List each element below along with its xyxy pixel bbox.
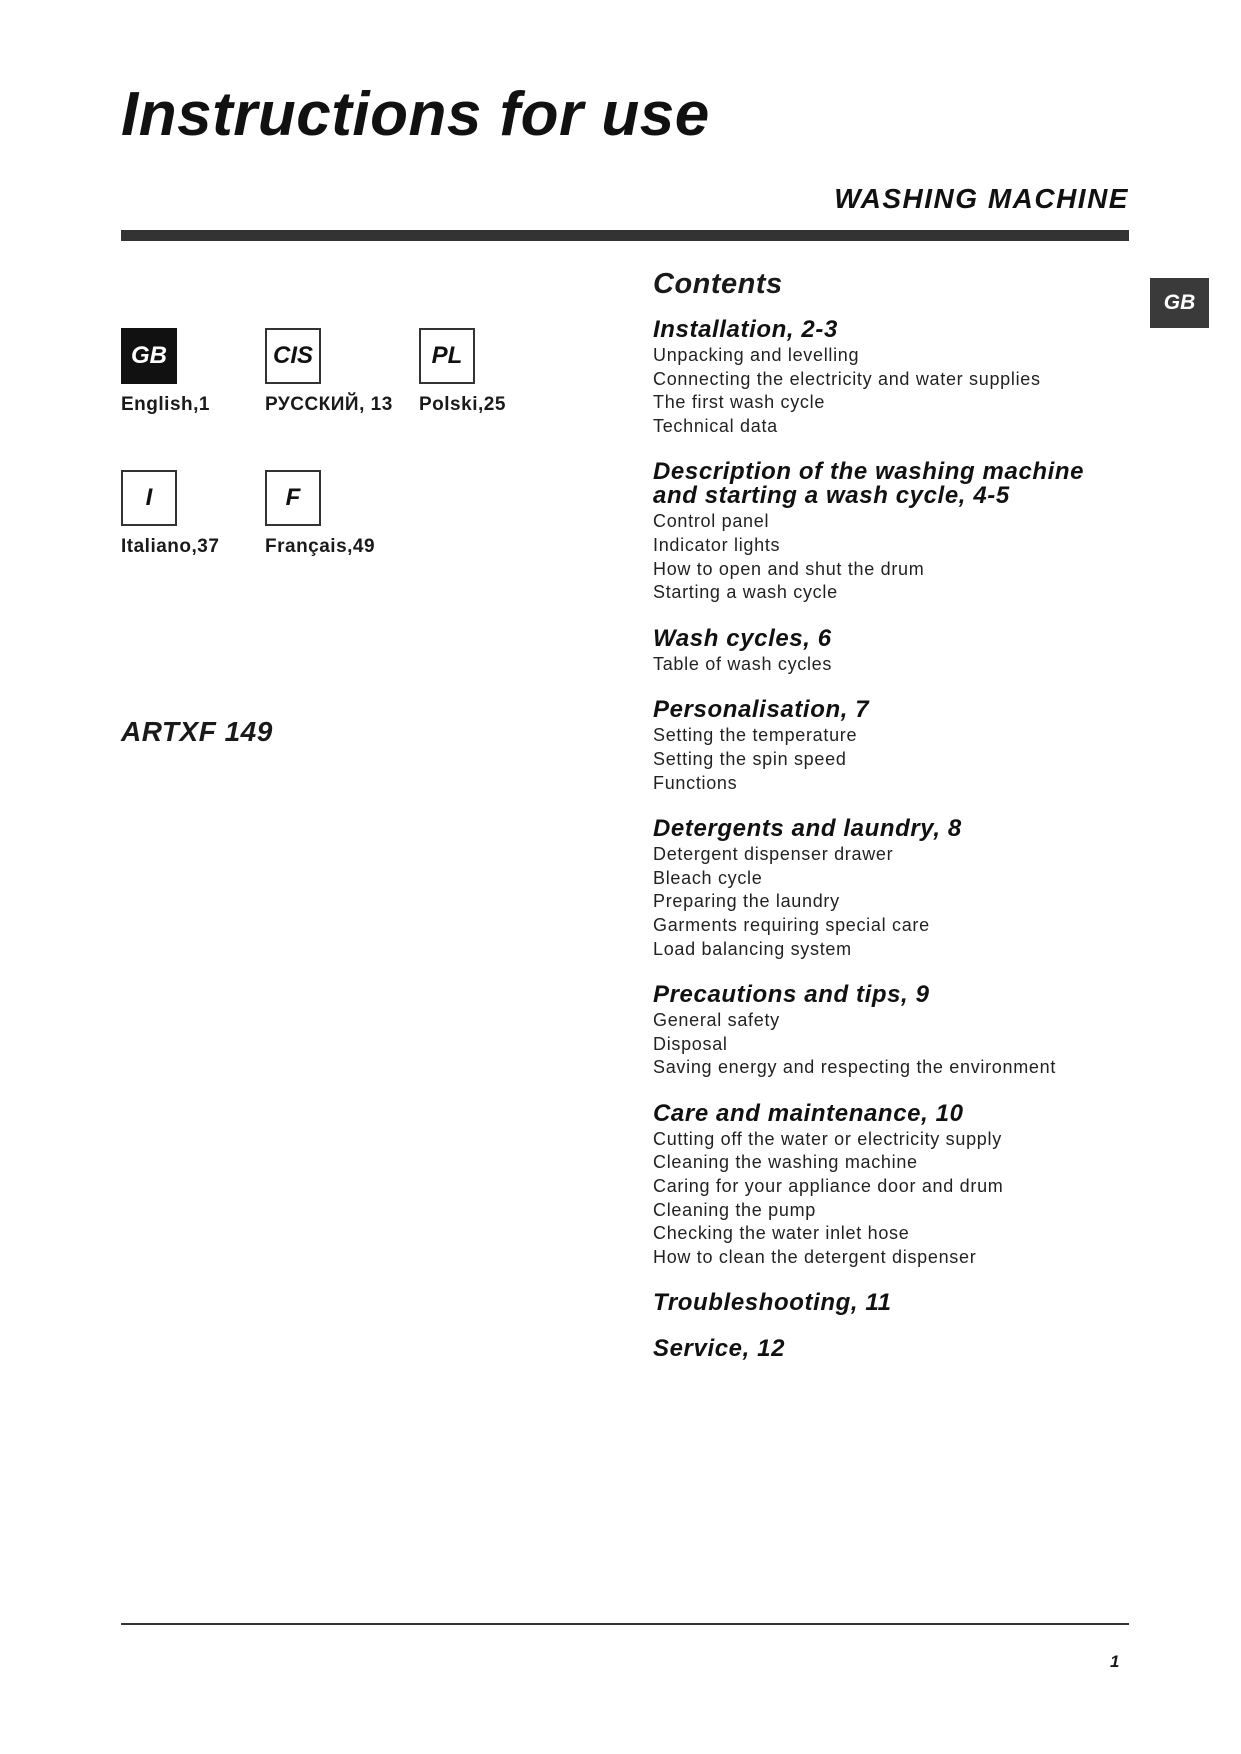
- toc-section-title[interactable]: Wash cycles, 6: [653, 624, 832, 652]
- language-label-pl: Polski,25: [419, 394, 506, 415]
- toc-item[interactable]: Bleach cycle: [653, 867, 763, 888]
- toc-item[interactable]: The first wash cycle: [653, 392, 826, 413]
- toc-item[interactable]: Technical data: [653, 415, 778, 436]
- language-fr[interactable]: [265, 470, 375, 558]
- toc-section: [653, 817, 1143, 961]
- toc-item[interactable]: Detergent dispenser drawer: [653, 844, 894, 865]
- footer-divider: [121, 1623, 1129, 1625]
- toc-item[interactable]: Setting the temperature: [653, 725, 858, 746]
- toc-section: [653, 1337, 1143, 1361]
- toc-section: [653, 460, 1143, 604]
- toc-item[interactable]: Connecting the electricity and water supplies: [653, 368, 1041, 389]
- language-pl[interactable]: [419, 328, 506, 416]
- language-cis[interactable]: [265, 328, 393, 416]
- toc-item[interactable]: Unpacking and levelling: [653, 345, 860, 365]
- toc-item[interactable]: Starting a wash cycle: [653, 582, 838, 603]
- toc-item[interactable]: Indicator lights: [653, 534, 781, 555]
- language-gb[interactable]: [121, 328, 210, 416]
- toc-item[interactable]: Cleaning the pump: [653, 1199, 817, 1220]
- toc-item[interactable]: Caring for your appliance door and drum: [653, 1176, 1004, 1197]
- toc-section: [653, 1099, 1143, 1270]
- language-label-gb: English,1: [121, 394, 210, 415]
- toc-item[interactable]: How to open and shut the drum: [653, 558, 925, 579]
- toc-item[interactable]: Garments requiring special care: [653, 914, 930, 935]
- language-side-tab: GB: [1150, 278, 1209, 328]
- toc-section: [653, 624, 1143, 677]
- language-it[interactable]: [121, 470, 219, 558]
- page-number: 1: [1110, 1652, 1120, 1671]
- language-code-pl: PL: [419, 328, 475, 384]
- table-of-contents: [653, 318, 1143, 1383]
- page-title: Instructions for use: [121, 80, 710, 149]
- language-label-fr: Français,49: [265, 536, 376, 557]
- toc-section: [653, 698, 1143, 795]
- language-label-it: Italiano,37: [121, 536, 220, 557]
- toc-item[interactable]: General safety: [653, 1010, 780, 1031]
- toc-item[interactable]: Cutting off the water or electricity supply: [653, 1128, 1002, 1149]
- toc-section-title[interactable]: Installation, 2-3: [653, 316, 838, 343]
- toc-item[interactable]: Table of wash cycles: [653, 653, 833, 674]
- toc-item[interactable]: Setting the spin speed: [653, 748, 847, 769]
- toc-section-title[interactable]: Detergents and laundry, 8: [653, 815, 962, 843]
- toc-section-title[interactable]: Precautions and tips, 9: [653, 981, 930, 1009]
- toc-section: [653, 1291, 1143, 1315]
- toc-item[interactable]: Saving energy and respecting the environment: [653, 1057, 1057, 1078]
- toc-item[interactable]: Load balancing system: [653, 938, 852, 959]
- language-code-gb: GB: [121, 328, 177, 384]
- language-code-cis: CIS: [265, 328, 321, 384]
- header-divider: [121, 230, 1129, 241]
- toc-section-title[interactable]: Description of the washing machine and starting a wash cycle, 4-5: [653, 458, 1085, 510]
- contents-heading: Contents: [653, 268, 783, 300]
- product-type: WASHING MACHINE: [834, 183, 1129, 214]
- toc-item[interactable]: Control panel: [653, 511, 770, 532]
- model-number: ARTXF 149: [121, 716, 273, 747]
- toc-section: [653, 318, 1143, 438]
- toc-section-title[interactable]: Care and maintenance, 10: [653, 1099, 964, 1127]
- toc-item[interactable]: Functions: [653, 772, 738, 793]
- toc-item[interactable]: Checking the water inlet hose: [653, 1223, 910, 1244]
- toc-item[interactable]: Disposal: [653, 1033, 728, 1054]
- toc-section-title[interactable]: Personalisation, 7: [653, 696, 870, 724]
- language-code-it: I: [121, 470, 177, 526]
- toc-item[interactable]: Preparing the laundry: [653, 891, 840, 912]
- language-label-cis: РУССКИЙ, 13: [265, 394, 393, 415]
- toc-item[interactable]: How to clean the detergent dispenser: [653, 1246, 977, 1267]
- toc-section: [653, 983, 1143, 1080]
- toc-section-title[interactable]: Service, 12: [653, 1335, 786, 1363]
- toc-section-title[interactable]: Troubleshooting, 11: [653, 1289, 892, 1317]
- language-code-fr: F: [265, 470, 321, 526]
- toc-item[interactable]: Cleaning the washing machine: [653, 1152, 918, 1173]
